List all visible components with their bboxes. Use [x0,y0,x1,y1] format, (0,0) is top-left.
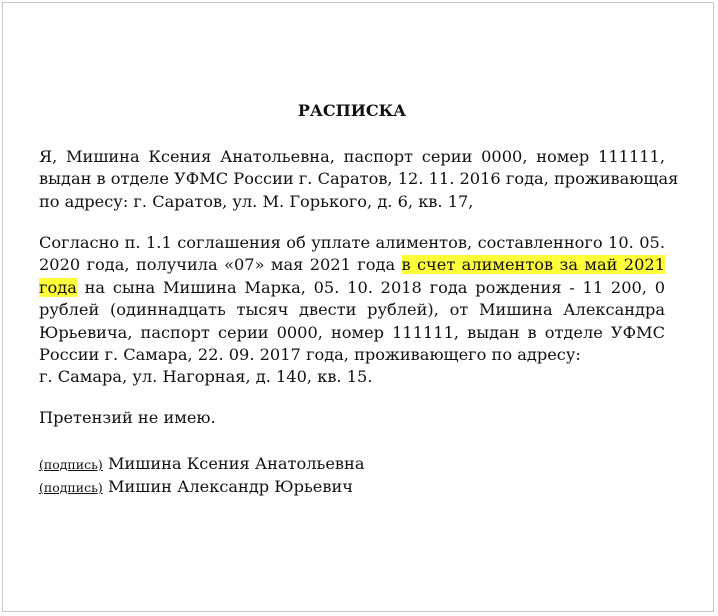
intro-line-3: по адресу: г. Саратов, ул. М. Горького, д. 6, кв. 17, [39,191,474,211]
body-line-1: Согласно п. 1.1 соглашения об уплате алиментов, составленного 10. 05. [39,233,665,252]
highlighted-text-1: в счет алиментов за май 2021 [401,255,666,275]
highlighted-text-2: года [39,277,77,297]
body-line-5: Юрьевича, паспорт серии 0000, номер 111111, выдан в отделе УФМС [39,322,665,342]
signatures-block [39,453,665,499]
intro-line-2: выдан в отделе УФМС России г. Саратов, 12. 11. 2016 года, проживающая [39,169,679,189]
claims-text: Претензий не имею. [39,408,216,427]
document-title: РАСПИСКА [297,101,407,120]
signature-row-1 [39,453,665,476]
signature-label-2: (подпись) [39,480,103,495]
body-line-6: России г. Самара, 22. 09. 2017 года, проживающего по адресу: [39,345,581,365]
claims-paragraph [39,407,665,429]
body-line-3 [39,277,665,299]
document-page [2,2,714,612]
body-line-3-text: на сына Мишина Марка, 05. 10. 2018 года рождения - 11 200, 0 [76,277,665,297]
body-line-4: рублей (одиннадцать тысяч двести рублей), от Мишина Александра [39,300,665,320]
intro-line-1: Я, Мишина Ксения Анатольевна, паспорт серии 0000, номер 111111, [39,147,665,166]
signature-name-2: Мишин Александр Юрьевич [107,477,353,496]
body-paragraph [39,232,665,389]
body-line-2 [39,254,665,276]
signature-row-2 [39,476,665,499]
signature-name-1: Мишина Ксения Анатольевна [107,454,365,473]
signature-label-1: (подпись) [39,457,103,472]
body-line-7: г. Самара, ул. Нагорная, д. 140, кв. 15. [39,367,373,387]
intro-paragraph [39,146,679,213]
body-line-2-text: 2020 года, получила «07» мая 2021 года [39,255,402,275]
